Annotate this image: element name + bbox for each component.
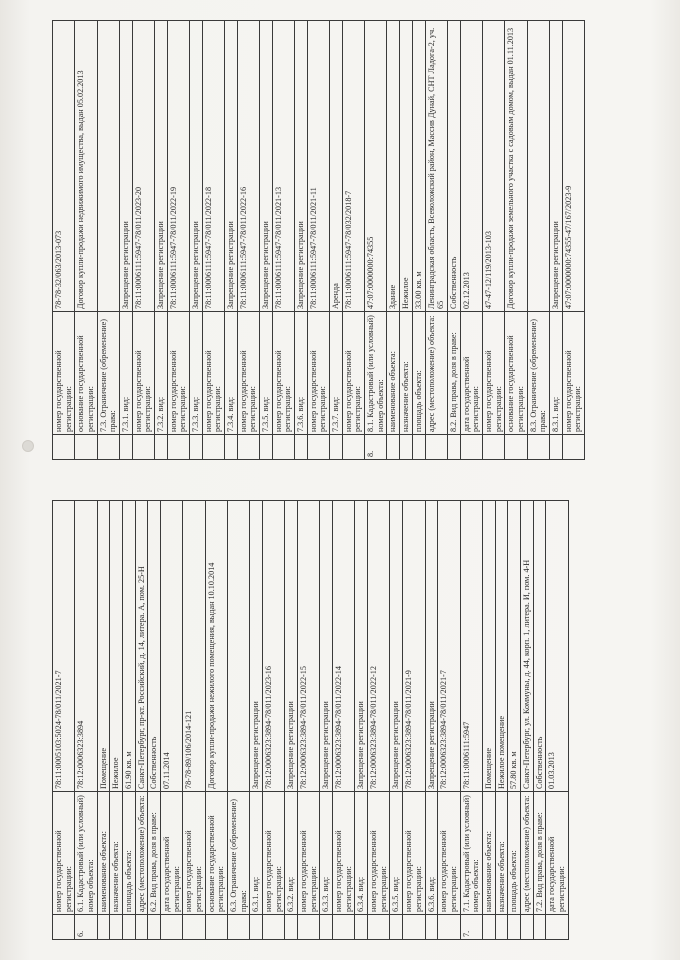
row-label: номер государственной регистрации: xyxy=(482,312,504,435)
table-row xyxy=(342,21,364,460)
row-label: 6.2. Вид права, доля в праве: xyxy=(148,792,161,915)
table-row xyxy=(237,21,259,460)
row-number xyxy=(307,435,329,460)
table-row xyxy=(123,501,136,940)
row-value: 78:12:0006323:3894 xyxy=(75,501,97,792)
row-label: номер государственной регистрации: xyxy=(403,792,425,915)
row-label: 6.3.2. вид: xyxy=(285,792,298,915)
row-value: Аренда xyxy=(330,21,343,312)
row-number xyxy=(368,915,390,940)
table-row xyxy=(272,21,294,460)
table-row xyxy=(110,501,123,940)
row-label: назначение объекта: xyxy=(495,792,508,915)
row-number xyxy=(482,915,495,940)
row-label: адрес (местоположение) объекта: xyxy=(520,792,533,915)
left-register-table xyxy=(52,500,569,940)
row-value: 78:11:0006111:5947-78/011/2022-18 xyxy=(202,21,224,312)
row-number xyxy=(120,435,133,460)
row-value: 47-47-12/119/2013-103 xyxy=(482,21,504,312)
row-value: Собственность xyxy=(533,501,546,792)
row-value: Договор купли-продажи нежилого помещения, выдан 10.10.2014 xyxy=(205,501,227,792)
row-label: номер государственной регистрации: xyxy=(237,312,259,435)
row-value: 78:12:0006323:3894-78/011/2021-9 xyxy=(403,501,425,792)
table-row xyxy=(520,501,533,940)
table-row xyxy=(228,501,250,940)
row-value: 78:11:0006111:5947-78/011/2021-11 xyxy=(307,21,329,312)
table-row xyxy=(285,501,298,940)
row-number: 8. xyxy=(365,435,387,460)
row-value: Здание xyxy=(387,21,400,312)
row-number xyxy=(520,915,533,940)
row-number xyxy=(285,915,298,940)
row-label: 7.3.2. вид: xyxy=(155,312,168,435)
row-label: номер государственной регистрации: xyxy=(132,312,154,435)
table-row xyxy=(527,21,549,460)
row-number xyxy=(202,435,224,460)
row-label: адрес (местоположение) объекта: xyxy=(425,312,447,435)
row-value xyxy=(97,21,119,312)
row-number xyxy=(438,915,460,940)
row-value: 78:11:0006111:5947-78/011/2022-16 xyxy=(237,21,259,312)
row-label: 7.3.6. вид: xyxy=(295,312,308,435)
row-value: Договор купли-продажи недвижимого имущества, выдан 05.02.2013 xyxy=(75,21,97,312)
row-label: номер государственной регистрации: xyxy=(263,792,285,915)
row-number xyxy=(132,435,154,460)
row-number xyxy=(425,435,447,460)
row-value xyxy=(228,501,250,792)
row-number xyxy=(333,915,355,940)
row-number xyxy=(190,435,203,460)
row-number: 6. xyxy=(75,915,97,940)
row-number xyxy=(505,435,527,460)
row-label: 8.2. Вид права, доля в праве: xyxy=(447,312,460,435)
table-row xyxy=(387,21,400,460)
row-value: 78:11:0005103:5024-78/011/2021-7 xyxy=(53,501,75,792)
table-row xyxy=(148,501,161,940)
table-row xyxy=(260,21,273,460)
table-row xyxy=(495,501,508,940)
row-label: площадь объекта: xyxy=(123,792,136,915)
row-value: 78-78-32/063/2013-073 xyxy=(53,21,75,312)
table-row xyxy=(183,501,205,940)
row-value: Нежилое xyxy=(110,501,123,792)
table-row xyxy=(482,21,504,460)
row-value: Запрещение регистрации xyxy=(355,501,368,792)
row-label: 6.3. Ограничение (обременение) права: xyxy=(228,792,250,915)
table-row xyxy=(307,21,329,460)
row-label: дата государственной регистрации: xyxy=(546,792,568,915)
row-number xyxy=(295,435,308,460)
row-number xyxy=(123,915,136,940)
row-label: 7.3. Ограничение (обременение) права: xyxy=(97,312,119,435)
table-row xyxy=(225,21,238,460)
row-value: Запрещение регистрации xyxy=(425,501,438,792)
table-row xyxy=(447,21,460,460)
row-label: назначение объекта: xyxy=(110,792,123,915)
row-value: Нежилое помещение xyxy=(495,501,508,792)
row-label: дата государственной регистрации: xyxy=(460,312,482,435)
row-number xyxy=(135,915,148,940)
row-number xyxy=(390,915,403,940)
table-row xyxy=(330,21,343,460)
row-value: Запрещение регистрации xyxy=(225,21,238,312)
row-number xyxy=(161,915,183,940)
row-value: 47:07:0000000:74355-47/167/2023-9 xyxy=(562,21,584,312)
row-label: 7.1. Кадастровый (или условный) номер объекта: xyxy=(460,792,482,915)
table-row xyxy=(295,21,308,460)
row-value: 47:07:0000000:74355 xyxy=(365,21,387,312)
table-row xyxy=(263,501,285,940)
row-value: Договор купли-продажи земельного участка с садовым домом, выдан 01.11.2013 xyxy=(505,21,527,312)
row-label: 8.1. Кадастровый (или условный) номер объекта: xyxy=(365,312,387,435)
row-value: Помещение xyxy=(482,501,495,792)
row-value: Запрещение регистрации xyxy=(155,21,168,312)
table-row xyxy=(132,21,154,460)
row-value: Запрещение регистрации xyxy=(190,21,203,312)
row-label: 7.3.3. вид: xyxy=(190,312,203,435)
row-value: Санкт-Петербург, пр-кт. Российский, д. 14, литера. А, пом. 25-Н xyxy=(135,501,148,792)
row-number xyxy=(425,915,438,940)
row-label: 8.3.1. вид: xyxy=(549,312,562,435)
row-number xyxy=(250,915,263,940)
row-value: Запрещение регистрации xyxy=(250,501,263,792)
row-number xyxy=(260,435,273,460)
row-label: 6.1. Кадастровый (или условный) номер объекта: xyxy=(75,792,97,915)
row-value: 78:12:0006323:3894-78/011/2022-15 xyxy=(298,501,320,792)
row-number xyxy=(75,435,97,460)
row-label: номер государственной регистрации: xyxy=(272,312,294,435)
row-label: 7.3.7. вид: xyxy=(330,312,343,435)
table-row xyxy=(97,501,110,940)
row-label: номер государственной регистрации: xyxy=(202,312,224,435)
row-value: 02.12.2013 xyxy=(460,21,482,312)
row-label: наименование объекта: xyxy=(482,792,495,915)
row-label: 7.2. Вид права, доля в праве: xyxy=(533,792,546,915)
row-number xyxy=(447,435,460,460)
row-number xyxy=(342,435,364,460)
row-label: наименование объекта: xyxy=(387,312,400,435)
row-value: Запрещение регистрации xyxy=(285,501,298,792)
row-number: 7. xyxy=(460,915,482,940)
row-number xyxy=(533,915,546,940)
row-label: 6.3.5. вид: xyxy=(390,792,403,915)
row-label: номер государственной регистрации: xyxy=(368,792,390,915)
row-number xyxy=(320,915,333,940)
row-number xyxy=(400,435,413,460)
row-label: назначение объекта: xyxy=(400,312,413,435)
row-label: номер государственной регистрации: xyxy=(53,312,75,435)
table-row xyxy=(365,21,387,460)
row-label: основание государственной регистрации: xyxy=(205,792,227,915)
row-number xyxy=(549,435,562,460)
row-value: Собственность xyxy=(447,21,460,312)
row-value: Помещение xyxy=(97,501,110,792)
table-row xyxy=(438,501,460,940)
row-number xyxy=(508,915,521,940)
row-number xyxy=(228,915,250,940)
row-number xyxy=(263,915,285,940)
row-number xyxy=(237,435,259,460)
row-number xyxy=(460,435,482,460)
table-row xyxy=(97,21,119,460)
row-value: 78:12:0006323:3894-78/011/2022-14 xyxy=(333,501,355,792)
row-label: 6.3.4. вид: xyxy=(355,792,368,915)
row-number xyxy=(183,915,205,940)
row-number xyxy=(148,915,161,940)
row-value: 78:11:0006111:5947-78/011/2021-13 xyxy=(272,21,294,312)
table-row xyxy=(75,501,97,940)
table-row xyxy=(320,501,333,940)
table-row xyxy=(250,501,263,940)
row-label: номер государственной регистрации: xyxy=(333,792,355,915)
table-row xyxy=(533,501,546,940)
right-table-column xyxy=(52,20,585,460)
row-value: 78:12:0006323:3894-78/011/2022-12 xyxy=(368,501,390,792)
table-row xyxy=(482,501,495,940)
row-number xyxy=(272,435,294,460)
row-label: номер государственной регистрации: xyxy=(53,792,75,915)
row-number xyxy=(387,435,400,460)
row-number xyxy=(562,435,584,460)
row-value: 78-78-89/106/2014-121 xyxy=(183,501,205,792)
table-row xyxy=(135,501,148,940)
row-label: наименование объекта: xyxy=(97,792,110,915)
right-register-table xyxy=(52,20,585,460)
row-value: Запрещение регистрации xyxy=(549,21,562,312)
table-row xyxy=(425,501,438,940)
row-label: номер государственной регистрации: xyxy=(438,792,460,915)
row-value: Запрещение регистрации xyxy=(390,501,403,792)
table-row xyxy=(205,501,227,940)
row-number xyxy=(97,915,110,940)
row-number xyxy=(412,435,425,460)
row-number xyxy=(298,915,320,940)
row-label: основание государственной регистрации: xyxy=(75,312,97,435)
row-value: 57.80 кв. м xyxy=(508,501,521,792)
row-value: Запрещение регистрации xyxy=(260,21,273,312)
row-number xyxy=(495,915,508,940)
table-row xyxy=(120,21,133,460)
row-number xyxy=(546,915,568,940)
row-number xyxy=(205,915,227,940)
row-value: 78:11:0006111:5947 xyxy=(460,501,482,792)
row-value: 78:11:0006111:5947-78/011/2023-20 xyxy=(132,21,154,312)
table-row xyxy=(549,21,562,460)
row-label: 7.3.1. вид: xyxy=(120,312,133,435)
row-value: 33.00 кв. м xyxy=(412,21,425,312)
table-row xyxy=(460,501,482,940)
row-value: 78:11:0006111:5947-78/011/2022-19 xyxy=(167,21,189,312)
table-row xyxy=(161,501,183,940)
row-number xyxy=(53,435,75,460)
row-value: Запрещение регистрации xyxy=(320,501,333,792)
row-value: 01.03.2013 xyxy=(546,501,568,792)
row-number xyxy=(355,915,368,940)
table-row xyxy=(53,501,75,940)
table-row xyxy=(562,21,584,460)
row-label: 6.3.1. вид: xyxy=(250,792,263,915)
row-value: Запрещение регистрации xyxy=(120,21,133,312)
table-row xyxy=(505,21,527,460)
row-value: 78:12:0006323:3894-78/011/2023-16 xyxy=(263,501,285,792)
row-number xyxy=(155,435,168,460)
table-row xyxy=(53,21,75,460)
row-number xyxy=(167,435,189,460)
table-row xyxy=(425,21,447,460)
table-row xyxy=(75,21,97,460)
left-table-column xyxy=(52,500,569,940)
table-row xyxy=(167,21,189,460)
row-value: 78:12:0006323:3894-78/011/2021-7 xyxy=(438,501,460,792)
row-value xyxy=(527,21,549,312)
row-label: 8.3. Ограничение (обременение) права: xyxy=(527,312,549,435)
row-label: 7.3.4. вид: xyxy=(225,312,238,435)
row-label: 7.3.5. вид: xyxy=(260,312,273,435)
table-row xyxy=(155,21,168,460)
table-row xyxy=(412,21,425,460)
table-row xyxy=(460,21,482,460)
row-label: площадь объекта: xyxy=(412,312,425,435)
row-value: 61.90 кв. м xyxy=(123,501,136,792)
table-row xyxy=(368,501,390,940)
row-label: номер государственной регистрации: xyxy=(183,792,205,915)
row-label: номер государственной регистрации: xyxy=(167,312,189,435)
table-row xyxy=(546,501,568,940)
row-label: 6.3.3. вид: xyxy=(320,792,333,915)
row-label: номер государственной регистрации: xyxy=(342,312,364,435)
table-row xyxy=(508,501,521,940)
table-row xyxy=(403,501,425,940)
row-value: 07.11.2014 xyxy=(161,501,183,792)
row-label: номер государственной регистрации: xyxy=(298,792,320,915)
row-number xyxy=(225,435,238,460)
row-number xyxy=(403,915,425,940)
row-label: основание государственной регистрации: xyxy=(505,312,527,435)
row-number xyxy=(97,435,119,460)
row-value: Запрещение регистрации xyxy=(295,21,308,312)
table-row xyxy=(190,21,203,460)
table-row xyxy=(355,501,368,940)
row-value: 78:11:0006111:5947-78/032/2018-7 xyxy=(342,21,364,312)
row-label: номер государственной регистрации: xyxy=(307,312,329,435)
row-number xyxy=(110,915,123,940)
row-label: дата государственной регистрации: xyxy=(161,792,183,915)
table-row xyxy=(400,21,413,460)
table-row xyxy=(390,501,403,940)
row-label: 6.3.6. вид: xyxy=(425,792,438,915)
row-number xyxy=(330,435,343,460)
row-value: Нежилое xyxy=(400,21,413,312)
row-value: Собственность xyxy=(148,501,161,792)
row-number xyxy=(527,435,549,460)
row-label: номер государственной регистрации: xyxy=(562,312,584,435)
table-row xyxy=(202,21,224,460)
row-label: адрес (местоположение) объекта: xyxy=(135,792,148,915)
table-row xyxy=(333,501,355,940)
row-value: Санкт-Петербург, ул. Коммуны, д. 44, корп. 1, литера. И, пом. 4-Н xyxy=(520,501,533,792)
row-value: Ленинградская область, Всеволожский район, Массив Дунай, СНТ Ладога-2, уч. 65 xyxy=(425,21,447,312)
row-label: площадь объекта: xyxy=(508,792,521,915)
row-number xyxy=(53,915,75,940)
table-row xyxy=(298,501,320,940)
row-number xyxy=(482,435,504,460)
